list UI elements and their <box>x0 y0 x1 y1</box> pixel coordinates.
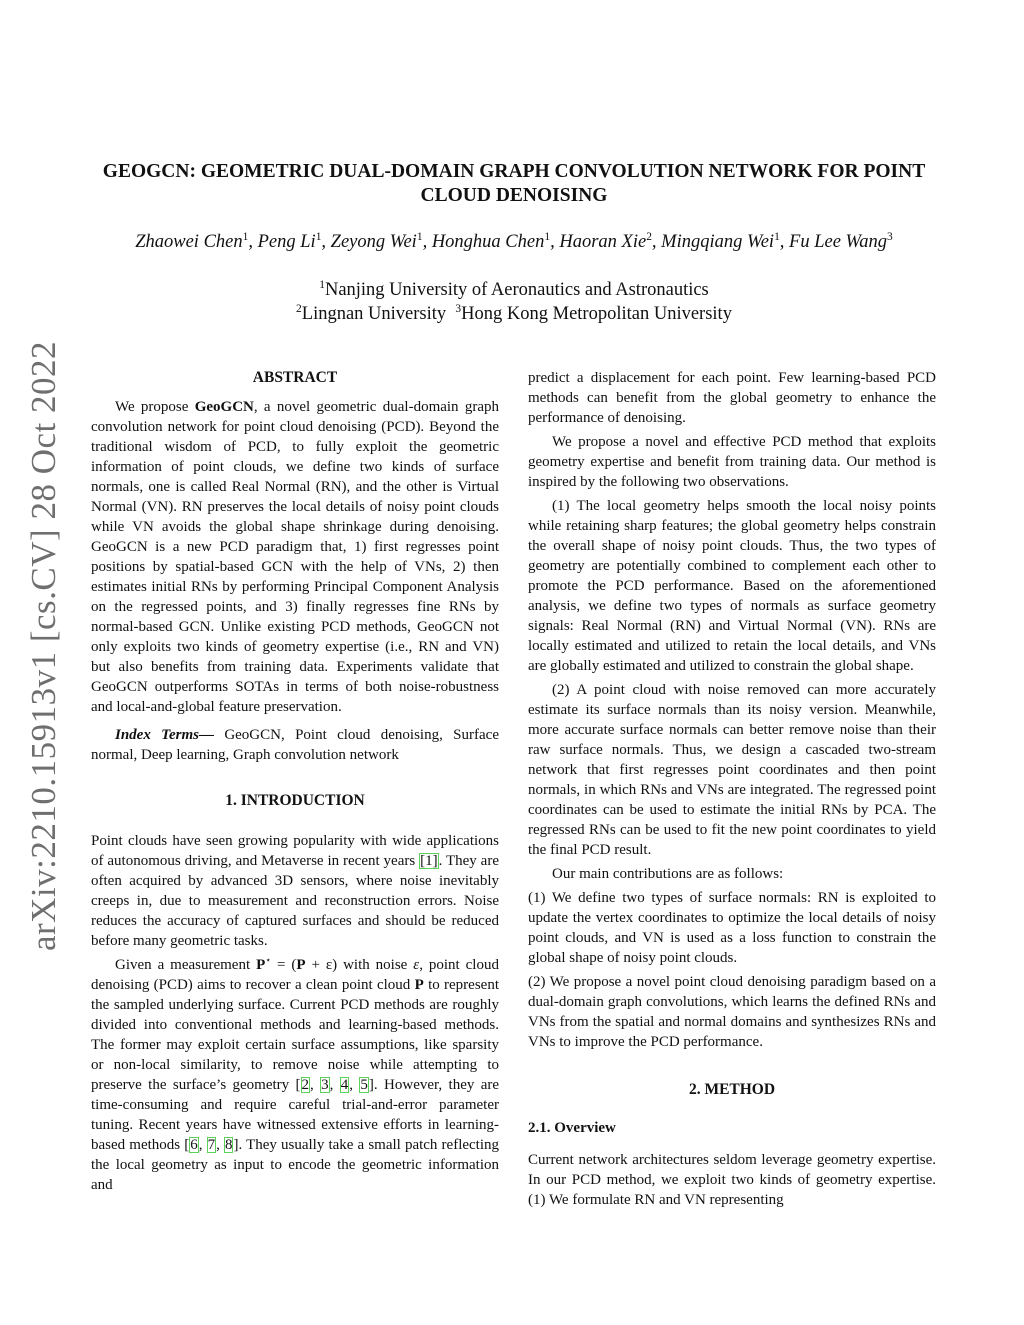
affiliation: Lingnan University <box>301 304 447 324</box>
citation-link[interactable]: 5 <box>360 1077 368 1093</box>
author-affiliation-mark: 1 <box>416 230 423 243</box>
paper-title: GEOGCN: GEOMETRIC DUAL-DOMAIN GRAPH CONVOLUTION NETWORK FOR POINT CLOUD DENOISING <box>102 161 926 206</box>
intro-text: . They usually take a small patch reflecting the local geometry as input to encode the geometric information and <box>91 1137 500 1193</box>
citation-link[interactable]: 2 <box>301 1077 310 1093</box>
overview-heading: 2.1. Overview <box>528 1120 616 1136</box>
arxiv-id-text: arXiv:2210.15913v1 [cs.CV] 28 Oct 2022 <box>24 340 63 952</box>
body-paragraph: Current network architectures seldom leverage geometry expertise. In our PCD method, we exploit two kinds of geometry expertise. (1) We formulate RN and VN representing <box>528 1152 936 1208</box>
affiliation-number: 2 <box>296 302 302 315</box>
body-paragraph: (1) The local geometry helps smooth the local noisy points while retaining sharp features; the global geometry helps constrain the overall shape of noisy point clouds. Thus, the two types of geometry are potentially combined to complement each other to promote the PCD performance. Based on the aforementioned analysis, we define two types of normals as surface geometry signals: Real Normal (RN) and Virtual Normal (VN). RNs are locally estimated and utilized to retain the local details, and VNs are globally estimated and utilized to constrain the global shape. <box>528 498 936 674</box>
index-terms <box>91 725 499 765</box>
author-affiliation-mark: 2 <box>646 230 652 243</box>
index-terms-text: GeoGCN, Point cloud denoising, Surface normal, Deep learning, Graph convolution network <box>91 727 499 763</box>
author: Zeyong Wei <box>330 232 417 252</box>
body-paragraph: We propose a novel and effective PCD method that exploits geometry expertise and benefit from training data. Our method is inspired by the following two observations. <box>528 434 936 490</box>
affiliation-number: 1 <box>319 278 325 291</box>
author: Zhaowei Chen <box>135 232 243 252</box>
math-symbol: P <box>296 957 306 973</box>
author-affiliation-mark: 3 <box>887 230 893 243</box>
intro-text: with noise <box>337 957 414 973</box>
math-symbol: P <box>256 957 266 973</box>
arxiv-identifier <box>20 340 68 952</box>
affiliation: Nanjing University of Aeronautics and Astronautics <box>324 280 709 300</box>
intro-text: Given a measurement <box>115 957 257 973</box>
right-column <box>528 368 936 1214</box>
citation-link[interactable]: 4 <box>340 1077 349 1093</box>
affiliation: Hong Kong Metropolitan University <box>461 304 732 324</box>
affiliation-number: 3 <box>455 302 462 315</box>
contribution-item: (1) We define two types of surface normals: RN is exploited to update the vertex coordinates to optimize the local details of noisy point clouds, and VN is used as a loss function to constrain the global shape of noisy point clouds. <box>528 890 936 966</box>
citation-link[interactable]: 7 <box>207 1137 216 1153</box>
abstract-text-part: We propose <box>115 399 195 415</box>
author: Honghua Chen <box>431 232 545 252</box>
intro-paragraph: Given a measurement P⋆ = (P + ε) with noise ε, point cloud denoising (PCD) aims to recover a clean point cloud P to represent the sampled underlying surface. Current PCD methods are roughly divided into conventional methods and learning-based methods. The former may exploit certain surface assumptions, like sparsity or non-local similarity, to remove noise while attempting to preserve the surface’s geometry [2, 3, 4, 5]. However, they are time-consuming and require careful trial-and-error parameter tuning. Recent years have witnessed extensive efforts in learning-based methods [6, 7, 8]. They usually take a small patch reflecting the local geometry as input to encode the geometric information and <box>91 956 500 1193</box>
citation-link[interactable]: 8 <box>224 1137 233 1153</box>
method-name: GeoGCN <box>194 399 254 415</box>
author: Peng Li <box>257 232 316 252</box>
math-symbol: ⋆ <box>265 956 272 966</box>
author: Haoran Xie <box>559 232 647 252</box>
affiliation-line-2 <box>88 302 940 326</box>
index-terms-label: Index Terms— <box>115 727 214 743</box>
author: Fu Lee Wang <box>789 232 888 252</box>
intro-text: . They are often acquired by advanced 3D sensors, where noise inevitably creeps in, due to measurement and reconstruction errors. Noise reduces the accuracy of captured surfaces and should be reduced before many geometric tasks. <box>91 853 499 949</box>
body-paragraph: predict a displacement for each point. Few learning-based PCD methods can benefit from the global geometry to enhance the performance of denoising. <box>528 370 936 426</box>
body-paragraph: Our main contributions are as follows: <box>552 866 784 882</box>
introduction-heading: 1. INTRODUCTION <box>225 792 365 809</box>
intro-text: to represent the sampled underlying surface. Current PCD methods are roughly divided into conventional methods and learning-based methods. The former may exploit certain surface assumptions, like sparsity or non-local similarity, to remove noise while attempting to preserve the surface’s geometry <box>91 977 499 1093</box>
citation-link[interactable]: 3 <box>321 1077 329 1093</box>
method-heading: 2. METHOD <box>688 1081 776 1098</box>
intro-text: . However, they are time-consuming and require careful trial-and-error parameter tuning. Recent years have witnessed extensive efforts in learning-based methods <box>91 1077 500 1153</box>
author-affiliation-mark: 1 <box>315 230 322 243</box>
author-list: Zhaowei Chen$^1$, Peng Li$^1$, Zeyong Wei$^1$, Honghua Chen$^1$, Haoran Xie$^2$, Mingqiang Wei$^1$, Fu Lee Wang$^3$ <box>135 230 893 252</box>
citation-link[interactable]: 6 <box>190 1137 198 1153</box>
math-symbol: P <box>414 977 424 993</box>
author: Mingqiang Wei <box>661 232 775 252</box>
affiliation-line-1 <box>88 278 940 302</box>
contribution-item: (2) We propose a novel point cloud denoising paradigm based on a dual-domain graph convolutions, which learns the defined RNs and VNs from the spatial and normal domains and synthesizes RNs and VNs to improve the PCD performance. <box>528 974 936 1050</box>
citation-link[interactable]: [1] <box>420 853 438 869</box>
intro-text: , point cloud denoising (PCD) aims to recover a clean point cloud <box>91 957 499 993</box>
body-paragraph: (2) A point cloud with noise removed can more accurately estimate its surface normals than its noisy version. Meanwhile, more accurate surface normals can better remove noise than their raw surface normals. Thus, we design a cascaded two-stream network that first regresses point coordinates and then point normals, in which RNs and VNs are integrated. The regressed point coordinates can be used to estimate the initial RNs by PCA. The regressed RNs can be used to fit the new point coordinates to yield the final PCD result. <box>528 682 936 858</box>
math-symbol: + ε) <box>305 957 338 973</box>
author-affiliation-mark: 1 <box>774 230 780 243</box>
math-symbol: = ( <box>271 957 297 973</box>
intro-paragraph <box>91 831 499 951</box>
abstract-heading: ABSTRACT <box>252 369 338 386</box>
author-affiliation-mark: 1 <box>544 230 551 243</box>
abstract-text <box>91 397 499 717</box>
intro-text: Point clouds have seen growing popularity with wide applications of autonomous driving, and Metaverse in recent years <box>91 833 499 869</box>
affiliations <box>88 278 940 326</box>
left-column <box>91 368 499 1199</box>
math-symbol: ε <box>413 957 420 973</box>
author-affiliation-mark: 1 <box>242 230 249 243</box>
abstract-text-part: , a novel geometric dual-domain graph convolution network for point cloud denoising (PCD). Beyond the traditional wisdom of PCD, to fully exploit the geometric information of point clouds, we define two kinds of surface normals, one is called Real Normal (RN), and the other is Virtual Normal (VN). RN preserves the local details of noisy point clouds while VN avoids the global shape shrinkage during denoising. GeoGCN is a new PCD paradigm that, 1) first regresses point positions by spatial-based GCN with the help of VNs, 2) then estimates initial RNs by performing Principal Component Analysis on the regressed points, and 3) finally regresses fine RNs by normal-based GCN. Unlike existing PCD methods, GeoGCN not only exploits two kinds of geometry expertise (i.e., RN and VN) but also benefits from training data. Experiments validate that GeoGCN outperforms SOTAs in terms of both noise-robustness and local-and-global feature preservation. <box>91 399 500 715</box>
